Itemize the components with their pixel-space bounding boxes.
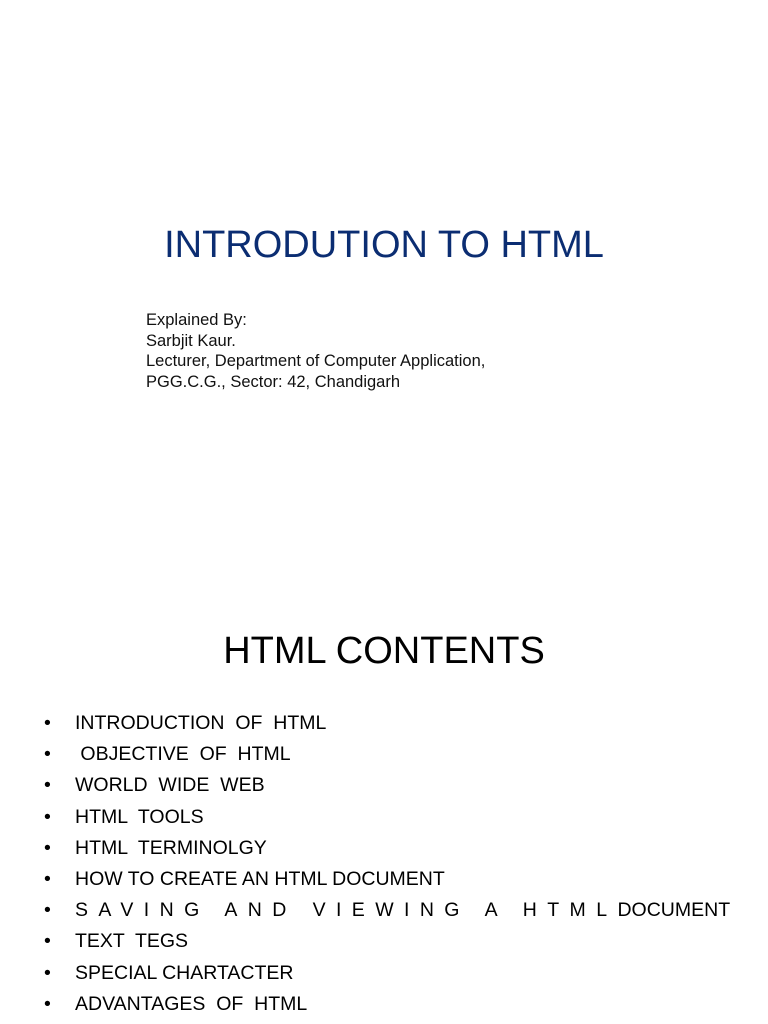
contents-list (0, 708, 768, 1020)
presenter-line: Sarbjit Kaur. (146, 331, 236, 350)
contents-title: HTML CONTENTS (223, 630, 545, 672)
presenter-info (146, 310, 485, 392)
list-item-text: TEXT TEGS (75, 930, 189, 953)
presenter-line: PGG.C.G., Sector: 42, Chandigarh (146, 372, 401, 391)
list-item (0, 833, 768, 864)
list-item-text: INTRODUCTION OF HTML (75, 712, 327, 734)
bullet-icon: • (44, 743, 51, 766)
list-item (0, 770, 768, 801)
slide-contents (0, 588, 768, 1024)
list-item (0, 802, 768, 833)
bullet-icon: • (44, 712, 51, 734)
list-item-text: HOW TO CREATE AN HTML DOCUMENT (75, 867, 445, 890)
bullet-icon: • (44, 774, 51, 797)
list-item (0, 739, 768, 770)
list-item (0, 895, 768, 926)
bullet-icon: • (44, 992, 51, 1015)
list-item (0, 926, 768, 957)
presentation-title: INTRODUTION TO HTML (164, 224, 604, 266)
bullet-icon: • (44, 836, 51, 859)
list-item-text: OBJECTIVE OF HTML (75, 743, 291, 766)
bullet-icon: • (44, 961, 51, 984)
list-item (0, 864, 768, 895)
spaced-text: SAVING AND VIEWING A HTML (75, 899, 618, 922)
bullet-icon: • (44, 930, 51, 953)
list-item-text: HTML TOOLS (75, 805, 204, 828)
list-item (0, 989, 768, 1020)
list-item-suffix: DOCUMENT (617, 899, 731, 922)
list-item-text (75, 895, 730, 926)
list-item-text: ADVANTAGES OF HTML (75, 992, 308, 1015)
list-item-text: SPECIAL CHARTACTER (75, 961, 294, 984)
list-item-text: WORLD WIDE WEB (75, 774, 265, 797)
bullet-icon: • (44, 899, 51, 922)
bullet-icon: • (44, 805, 51, 828)
presenter-line: Lecturer, Department of Computer Application, (146, 352, 486, 371)
list-item (0, 958, 768, 989)
list-item-text: HTML TERMINOLGY (75, 836, 267, 859)
presenter-line: Explained By: (146, 311, 247, 329)
list-item (0, 708, 768, 739)
bullet-icon: • (44, 867, 51, 890)
